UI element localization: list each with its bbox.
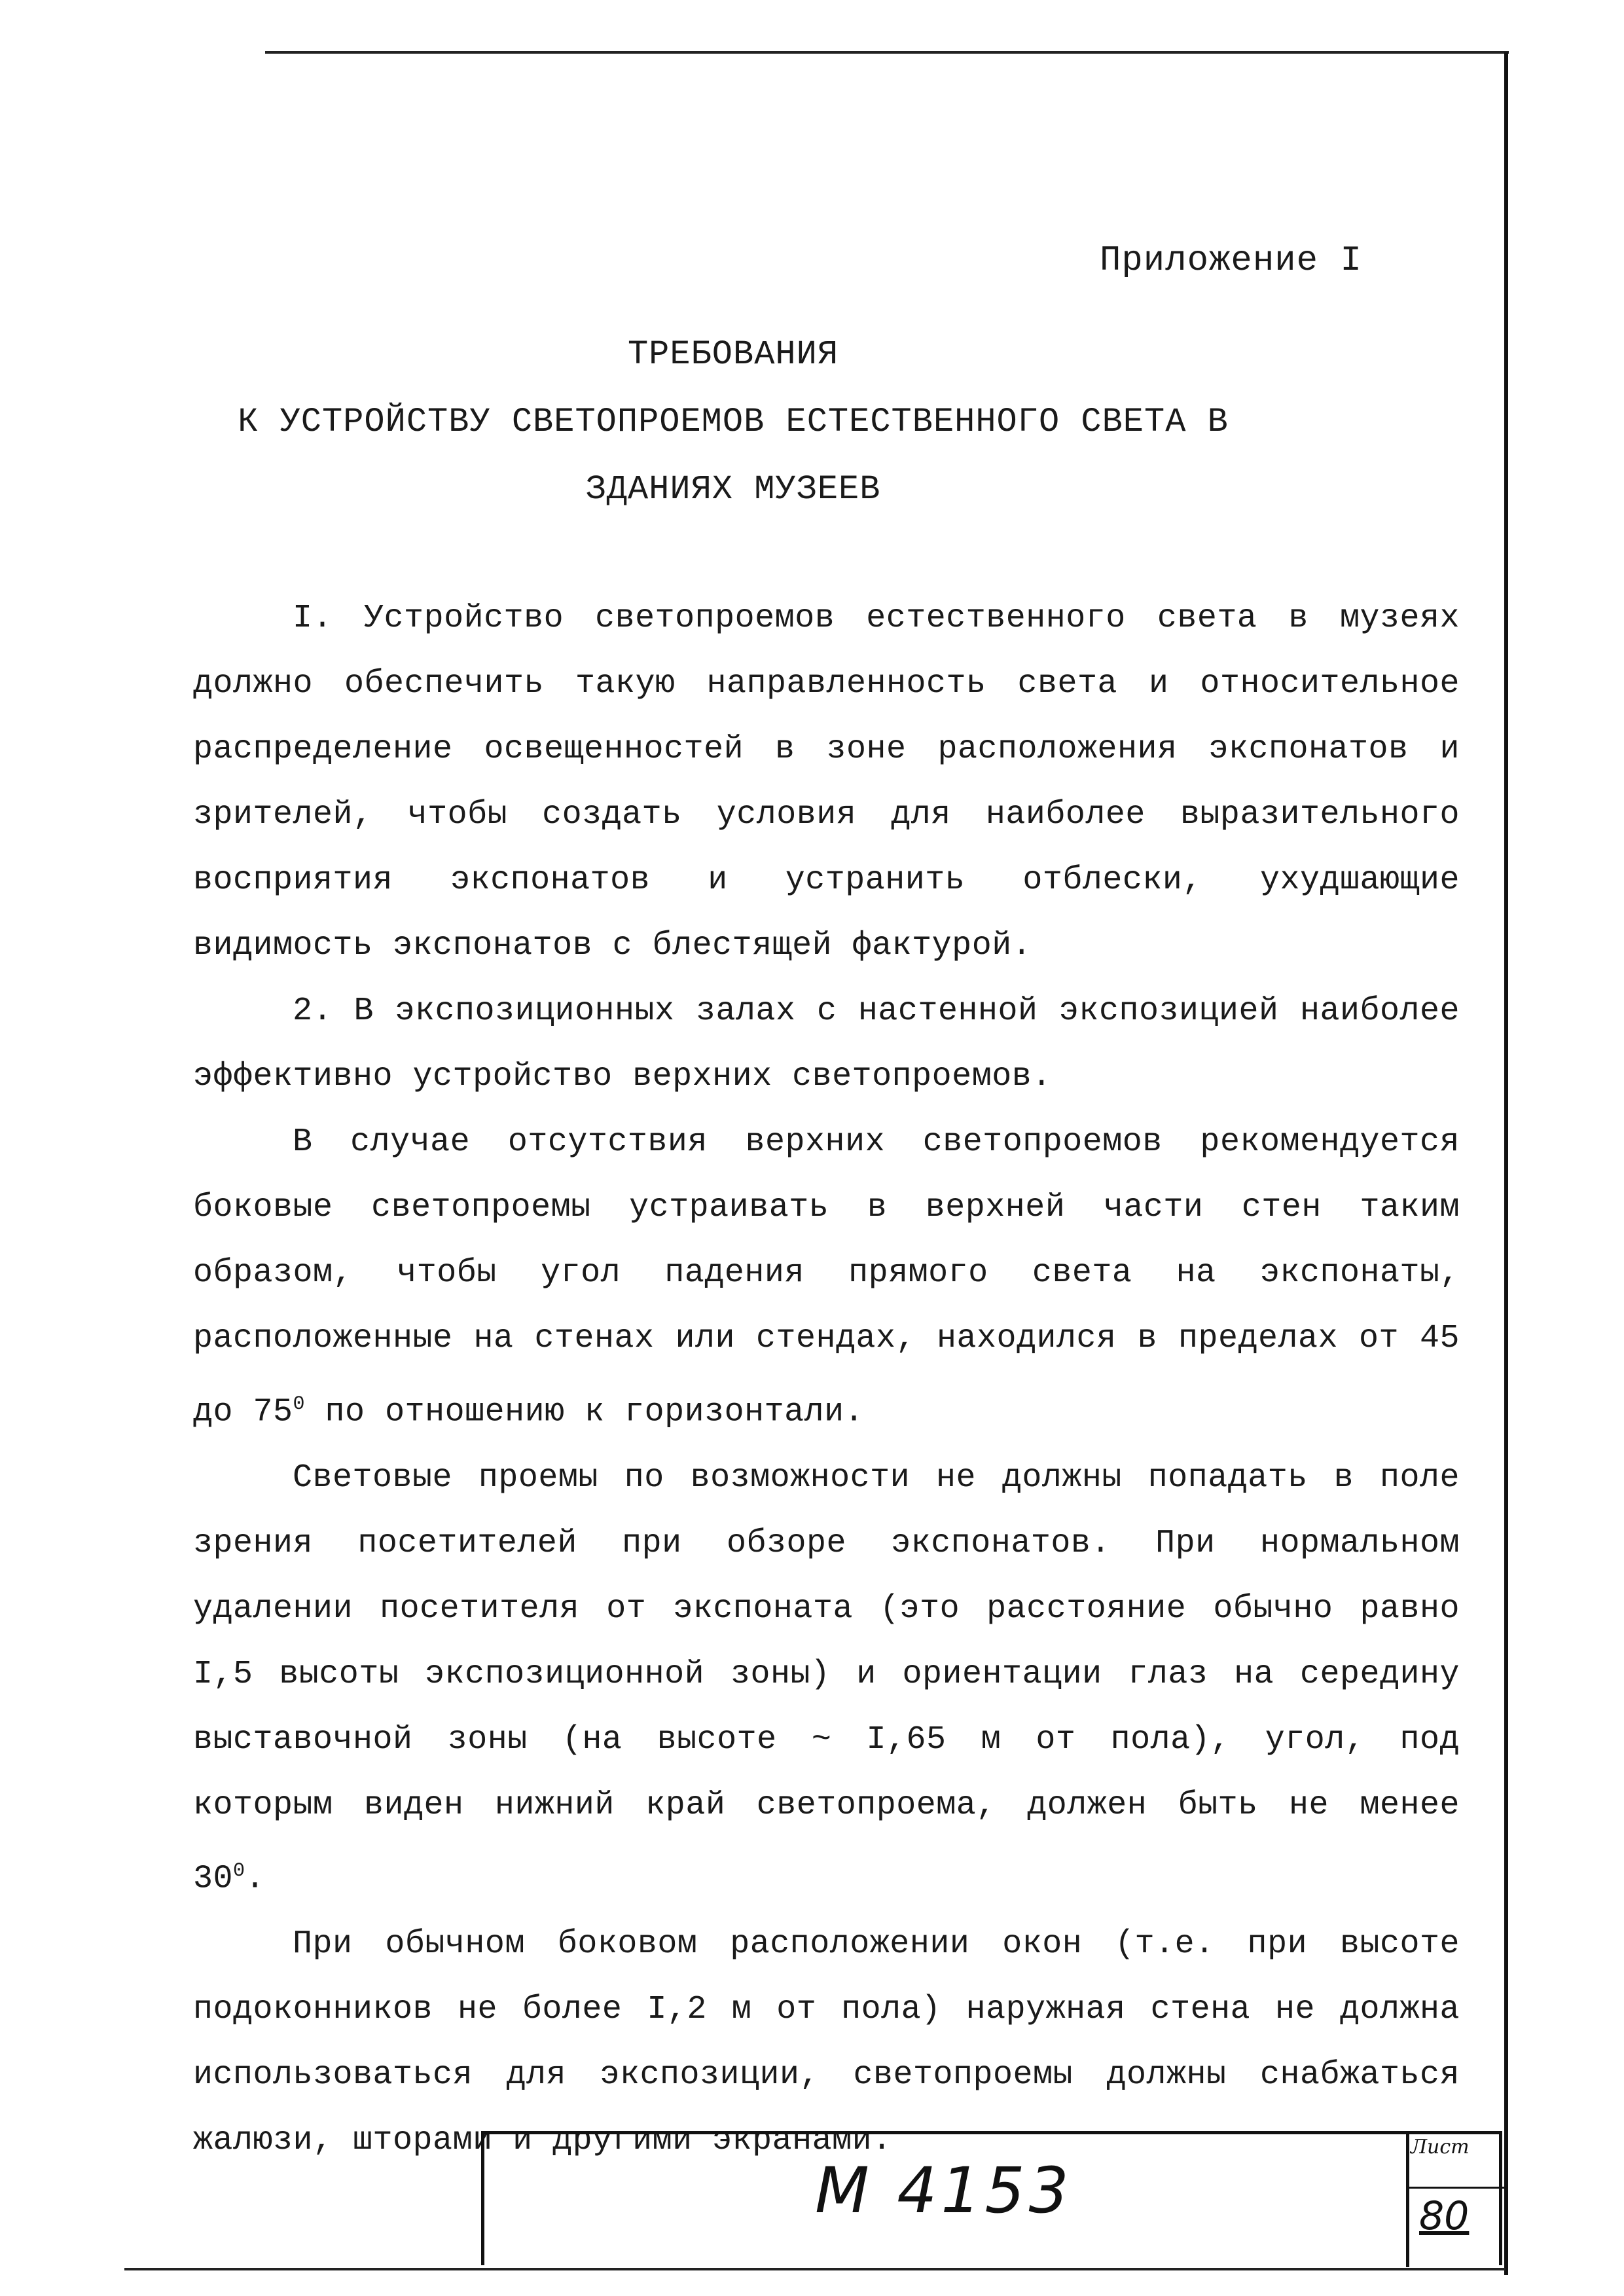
paragraph-4-text-b: . — [245, 1860, 266, 1898]
paragraph-1: I. Устройство светопроемов естественного света в музеях должно обеспечить такую направленность света и относительное распределение освещенностей в зоне расположения экспонатов и зрителей, чтобы создать условия для наиболее выразительного восприятия экспонатов и устранить отблески, ухудшающие видимость экспонатов с блестящей фактурой. — [193, 600, 1460, 964]
title-line-1: ТРЕБОВАНИЯ — [627, 335, 839, 374]
paragraph-3 — [193, 1110, 1460, 1446]
stamp-sheet-divider — [1407, 2187, 1504, 2189]
appendix-label: Приложение I — [1100, 241, 1362, 281]
frame-right-line — [1504, 52, 1508, 2275]
title-line-3: ЗДАНИЯХ МУЗЕЕВ — [585, 470, 881, 509]
degree-superscript: 0 — [293, 1393, 306, 1415]
stamp-divider — [1406, 2133, 1409, 2267]
frame-bottom-line — [124, 2268, 1506, 2270]
title-line-2: К УСТРОЙСТВУ СВЕТОПРОЕМОВ ЕСТЕСТВЕННОГО СВЕТА В — [238, 403, 1229, 441]
sheet-label: Лист — [1411, 2136, 1470, 2159]
paragraph-4 — [193, 1446, 1460, 1912]
document-code: М 4153 — [815, 2154, 1073, 2227]
degree-superscript: 0 — [233, 1859, 245, 1882]
paragraph-3-text-a: В случае отсутствия верхних светопроемов рекомендуется боковые светопроемы устраивать в верхней части стен таким образом, чтобы угол падения прямого света на экспонаты, расположенные на стенах или стендах, находился в пределах от 45 до 75 — [193, 1123, 1460, 1431]
paragraph-5: При обычном боковом расположении окон (т.е. при высоте подоконников не более I,2 м от пола) наружная стена не должна использоваться для экспозиции, светопроемы должны снабжаться жалюзи, шторами и другими экранами. — [193, 1925, 1460, 2160]
frame-top-line — [265, 51, 1509, 54]
body-text — [193, 586, 1460, 2174]
paragraph-2: 2. В экспозиционных залах с настенной экспозицией наиболее эффективно устройство верхних светопроемов. — [193, 993, 1460, 1095]
paragraph-3-text-b: по отношению к горизонтали. — [305, 1393, 865, 1431]
sheet-number: 80 — [1419, 2193, 1470, 2239]
paragraph-4-text-a: Световые проемы по возможности не должны попадать в поле зрения посетителей при обзоре экспонатов. При нормальном удалении посетителя от экспоната (это расстояние обычно равно I,5 высоты экспозиционной зоны) и ориентации глаз на середину выставочной зоны (на высоте ~ I,65 м от пола), угол, под которым виден нижний край светопроема, должен быть не менее 30 — [193, 1459, 1460, 1898]
